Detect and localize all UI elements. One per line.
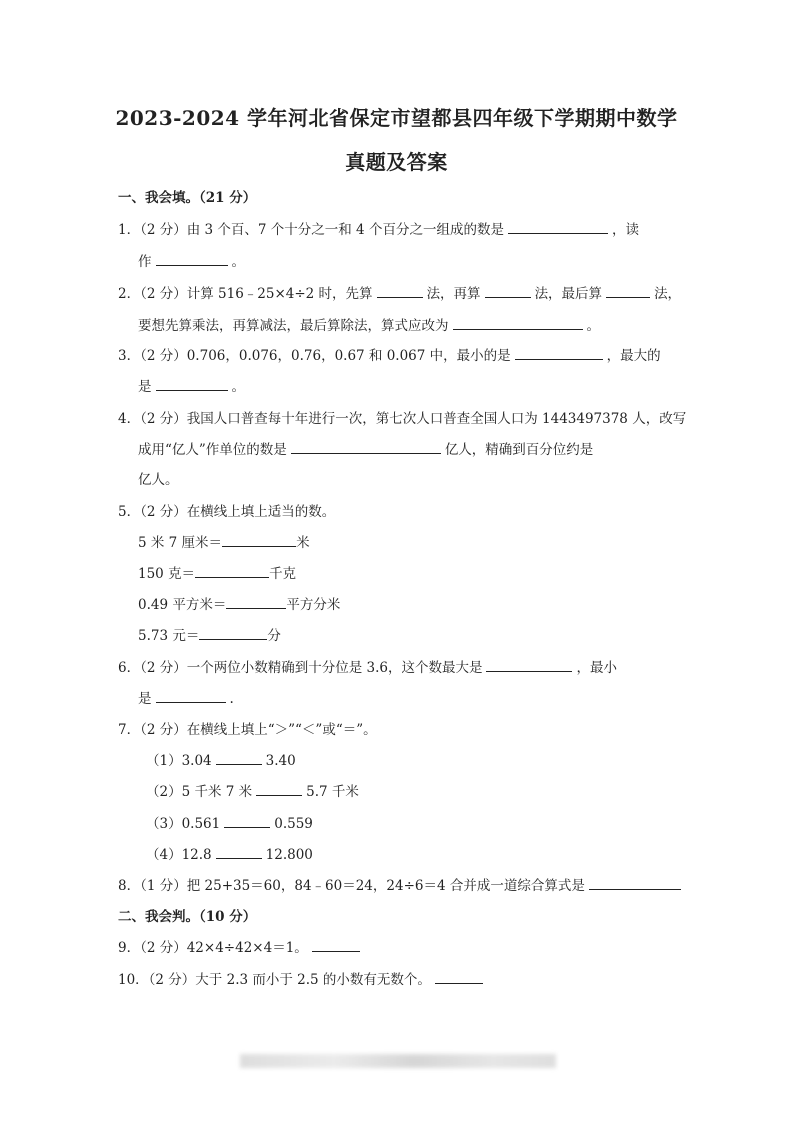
- q7-item-2-pre: （2）5 千米 7 米: [146, 784, 253, 800]
- q7-item-3: [146, 812, 313, 832]
- q5-item-4: [138, 624, 281, 644]
- question-2: [118, 282, 681, 302]
- q2-answer-blank-3[interactable]: [606, 283, 650, 298]
- question-4-cont: [138, 438, 593, 458]
- question-6: [118, 656, 617, 676]
- q7-item-4: [146, 843, 313, 863]
- q4-text-c: 亿人，精确到百分位约是: [444, 442, 594, 458]
- question-3: [118, 344, 661, 364]
- q1-text-c: 作: [138, 254, 152, 270]
- q6-answer-blank-2[interactable]: [156, 688, 226, 703]
- q6-text-c: 是: [138, 691, 152, 707]
- q8-answer-blank-1[interactable]: [589, 875, 681, 890]
- q7-item-1-post: 3.40: [265, 753, 296, 769]
- q5-item-2-post: 千克: [269, 566, 297, 582]
- section-2-heading: 二、我会判。（10 分）: [118, 909, 257, 925]
- q5-item-3-post: 平方分米: [286, 597, 341, 613]
- q5-answer-blank-4[interactable]: [199, 625, 267, 640]
- q7-answer-blank-1[interactable]: [216, 750, 262, 765]
- q7-item-1: [146, 749, 296, 769]
- q2-text-c: 法，最后算: [534, 286, 603, 302]
- question-6-cont: [138, 687, 234, 707]
- q1-answer-blank-1[interactable]: [508, 219, 608, 234]
- q7-item-4-pre: （4）12.8: [146, 847, 212, 863]
- question-1-cont: [138, 250, 245, 270]
- q5-item-2: [138, 562, 296, 582]
- q10-text-a: 10．（2 分）大于 2.3 而小于 2.5 的小数有无数个。: [118, 972, 431, 988]
- q1-text-b: ，读: [611, 222, 639, 238]
- q5-answer-blank-1[interactable]: [222, 532, 296, 547]
- q3-text-b: ，最大的: [606, 348, 661, 364]
- q2-text-b: 法，再算: [426, 286, 481, 302]
- q5-answer-blank-3[interactable]: [226, 594, 286, 609]
- q7-item-2-post: 5.7 千米: [306, 784, 359, 800]
- q3-text-a: 3．（2 分）0.706，0.076，0.76，0.67 和 0.067 中，最小的是: [118, 348, 511, 364]
- question-1: [118, 218, 674, 238]
- q7-item-3-pre: （3）0.561: [146, 816, 221, 832]
- q2-answer-blank-4[interactable]: [453, 315, 583, 330]
- q6-text-a: 6．（2 分）一个两位小数精确到十分位是 3.6，这个数最大是: [118, 660, 483, 676]
- q6-answer-blank-1[interactable]: [486, 657, 572, 672]
- q7-item-2: [146, 780, 359, 800]
- q6-text-d: .: [229, 691, 234, 707]
- q5-answer-blank-2[interactable]: [195, 563, 269, 578]
- q2-answer-blank-1[interactable]: [377, 283, 423, 298]
- q7-answer-blank-4[interactable]: [216, 844, 262, 859]
- q7-answer-blank-3[interactable]: [224, 813, 270, 828]
- q5-item-4-post: 分: [267, 628, 281, 644]
- question-3-cont: [138, 375, 245, 395]
- question-4: 4．（2 分）我国人口普查每十年进行一次，第七次人口普查全国人口为 1443497378 人，改写: [118, 411, 687, 427]
- q7-answer-blank-2[interactable]: [256, 781, 302, 796]
- q9-text-a: 9．（2 分）42×4÷42×4＝1。: [118, 940, 308, 956]
- section-1-heading: 一、我会填。（21 分）: [118, 190, 257, 206]
- q2-text-d: 法，: [654, 286, 682, 302]
- q1-text-d: 。: [231, 254, 245, 270]
- q2-text-a: 2．（2 分）计算 516﹣25×4÷2 时，先算: [118, 286, 373, 302]
- q1-text: 1．（2 分）由 3 个百、7 个十分之一和 4 个百分之一组成的数是: [118, 222, 504, 238]
- q3-answer-blank-2[interactable]: [156, 376, 228, 391]
- q6-text-b: ，最小: [576, 660, 617, 676]
- q3-text-c: 是: [138, 379, 152, 395]
- q8-text-a: 8．（1 分）把 25+35＝60，84﹣60＝24，24÷6＝4 合并成一道综合算式是: [118, 878, 585, 894]
- q5-item-4-pre: 5.73 元＝: [138, 628, 200, 644]
- q5-item-3-pre: 0.49 平方米＝: [138, 597, 227, 613]
- q2-answer-blank-2[interactable]: [485, 283, 531, 298]
- q5-item-1-pre: 5 米 7 厘米＝: [138, 535, 223, 551]
- question-2-cont: [138, 314, 600, 334]
- question-7: 7．（2 分）在横线上填上“＞”“＜”或“＝”。: [118, 722, 377, 738]
- blurred-footer-watermark: [240, 1054, 556, 1068]
- question-5: 5．（2 分）在横线上填上适当的数。: [118, 504, 336, 520]
- title-line-1: 2023-2024 学年河北省保定市望都县四年级下学期期中数学: [115, 106, 678, 130]
- q10-answer-blank-1[interactable]: [435, 969, 483, 984]
- q4-answer-blank-1[interactable]: [291, 439, 441, 454]
- q1-answer-blank-2[interactable]: [156, 251, 228, 266]
- question-8: [118, 874, 685, 894]
- q3-text-d: 。: [231, 379, 245, 395]
- q5-item-1: [138, 531, 310, 551]
- q5-item-1-post: 米: [296, 535, 310, 551]
- q2-text-f: 。: [586, 318, 600, 334]
- q5-item-3: [138, 593, 340, 613]
- q7-item-4-post: 12.800: [265, 847, 313, 863]
- q7-item-1-pre: （1）3.04: [146, 753, 212, 769]
- question-9: [118, 936, 364, 956]
- q2-text-e: 要想先算乘法，再算减法，最后算除法，算式应改为: [138, 318, 449, 334]
- q5-item-2-pre: 150 克＝: [138, 566, 196, 582]
- q7-item-3-post: 0.559: [274, 816, 313, 832]
- q3-answer-blank-1[interactable]: [515, 345, 603, 360]
- title-line-2: 真题及答案: [345, 150, 448, 174]
- q9-answer-blank-1[interactable]: [312, 937, 360, 952]
- question-4-cont-2: 亿人。: [138, 472, 179, 488]
- question-10: [118, 968, 487, 988]
- q4-text-b: 成用“亿人”作单位的数是: [138, 442, 287, 458]
